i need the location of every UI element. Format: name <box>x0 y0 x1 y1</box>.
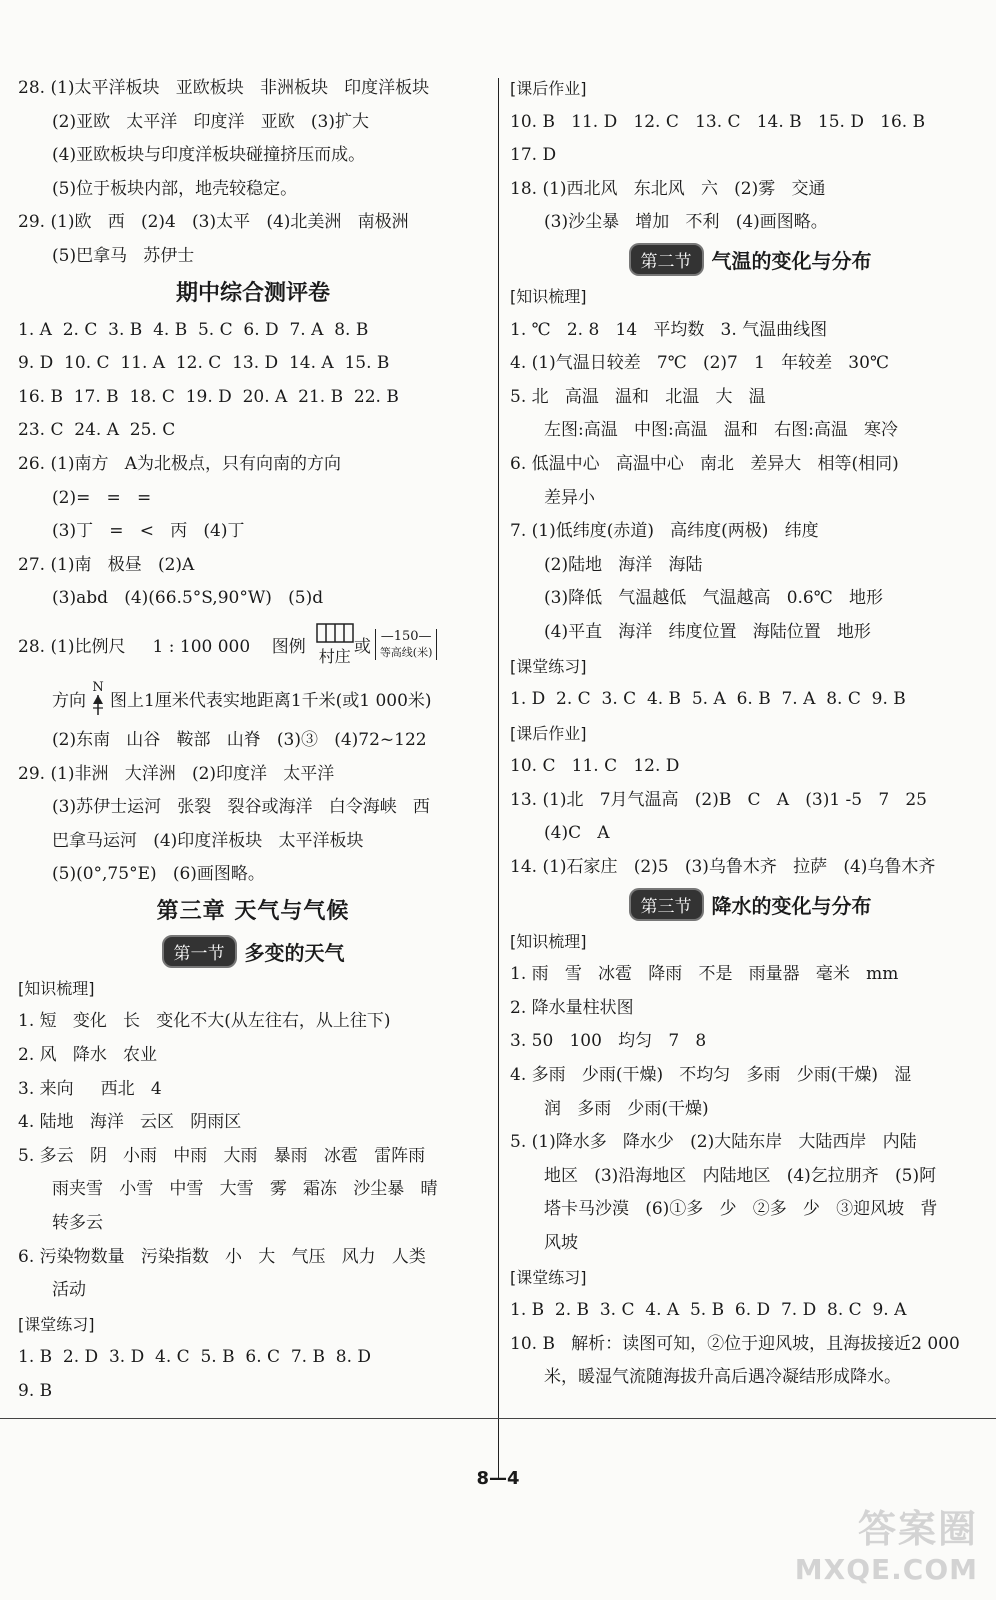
answer-line: (4)亚欧板块与印度洋板块碰撞挤压而成。 <box>52 145 366 166</box>
direction-answer-line <box>18 674 488 724</box>
answer-line: (5)位于板块内部，地壳较稳定。 <box>52 178 298 199</box>
answer-line: 1. D 2. C 3. C 4. B 5. A 6. B 7. A 8. C 9. B <box>510 689 906 710</box>
answer-line: 1. B 2. D 3. D 4. C 5. B 6. C 7. B 8. D <box>18 1347 372 1368</box>
answer-line: 6. 污染物数量 污染指数 小 大 气压 风力 人类 <box>18 1246 426 1267</box>
answer-line: 米，暖湿气流随海拔升高后遇冷凝结形成降水。 <box>544 1367 901 1388</box>
page-number: 8—4 <box>476 1468 520 1489</box>
section-tag: [课后作业] <box>510 723 587 743</box>
answer-line: 4. 多雨 少雨(干燥) 不均匀 多雨 少雨(干燥) 湿 <box>510 1065 912 1086</box>
section-badge: 第二节 <box>629 243 704 276</box>
answer-line: 17. D <box>510 145 557 166</box>
answer-line: 风坡 <box>544 1233 578 1253</box>
watermark-bottom: MXQE.COM <box>794 1553 978 1586</box>
answer-line: 2. 风 降水 农业 <box>18 1045 158 1066</box>
answer-line: 雨夹雪 小雪 中雪 大雪 雾 霜冻 沙尘暴 晴 <box>52 1179 438 1200</box>
answer-line: 10. C 11. C 12. D <box>510 756 680 777</box>
village-symbol-icon <box>316 622 354 644</box>
village-label: 村庄 <box>318 647 351 667</box>
answer-line: 4. 陆地 海洋 云区 阴雨区 <box>18 1112 242 1133</box>
answer-line: (3)沙尘暴 增加 不利 (4)画图略。 <box>544 212 828 233</box>
answer-line: 4. (1)气温日较差 7℃ (2)7 1 年较差 30℃ <box>510 353 889 374</box>
answer-line: 地区 (3)沿海地区 内陆地区 (4)乞拉朋齐 (5)阿 <box>544 1165 937 1186</box>
section-title: 多变的天气 <box>244 941 345 966</box>
answer-line: 14. (1)石家庄 (2)5 (3)乌鲁木齐 拉萨 (4)乌鲁木齐 <box>510 857 936 878</box>
section-tag: [知识梳理] <box>510 286 587 306</box>
column-divider <box>498 78 499 1478</box>
contour-legend <box>375 629 438 660</box>
section-heading <box>510 885 990 925</box>
answer-line: 左图:高温 中图:高温 温和 右图:高温 寒冷 <box>544 420 899 441</box>
answer-line: 1. A 2. C 3. B 4. B 5. C 6. D 7. A 8. B <box>18 319 369 340</box>
answer-line: 28. (1)太平洋板块 亚欧板块 非洲板块 印度洋板块 <box>18 78 430 98</box>
section-tag: [知识梳理] <box>18 978 95 998</box>
answer-line: 10. B 解析：读图可知，②位于迎风坡，且海拔接近2 000 <box>510 1333 960 1354</box>
section-tag: [课后作业] <box>510 79 587 98</box>
answer-line: 润 多雨 少雨(干燥) <box>544 1098 709 1119</box>
answer-line: 3. 50 100 均匀 7 8 <box>510 1031 707 1052</box>
answer-line: 活动 <box>52 1280 86 1301</box>
answer-line: (3)丁 = < 丙 (4)丁 <box>52 521 245 542</box>
answer-line: (5)巴拿马 苏伊士 <box>52 245 195 266</box>
answer-line: 5. 多云 阴 小雨 中雨 大雨 暴雨 冰雹 雷阵雨 <box>18 1145 426 1166</box>
answer-line: (2)东南 山谷 鞍部 山脊 (3)③ (4)72~122 <box>52 729 427 750</box>
answer-line: 13. (1)北 7月气温高 (2)B C A (3)1 -5 7 25 <box>510 789 927 810</box>
answer-line: 1. B 2. B 3. C 4. A 5. B 6. D 7. D 8. C 9. A <box>510 1300 907 1321</box>
answer-line: (3)苏伊士运河 张裂 裂谷或海洋 白令海峡 西 <box>52 797 430 818</box>
section-tag: [课堂练习] <box>510 656 587 676</box>
section-heading <box>510 240 990 280</box>
section-tag: [课堂练习] <box>18 1314 95 1334</box>
section-title: 气温的变化与分布 <box>711 249 872 274</box>
bottom-rule <box>0 1418 996 1419</box>
answer-line: (2)= = = <box>52 487 152 508</box>
answer-line: (4)平直 海洋 纬度位置 海陆位置 地形 <box>544 621 871 642</box>
answer-line: 5. (1)降水多 降水少 (2)大陆东岸 大陆西岸 内陆 <box>510 1132 917 1153</box>
answer-line: (3)降低 气温越低 气温越高 0.6℃ 地形 <box>544 588 883 609</box>
answer-line: (2)亚欧 太平洋 印度洋 亚欧 (3)扩大 <box>52 111 370 132</box>
answer-line: 塔卡马沙漠 (6)①多 少 ②多 少 ③迎风坡 背 <box>544 1199 938 1220</box>
chapter-title: 第三章 天气与气候 <box>156 898 350 924</box>
legend-answer-line <box>18 616 488 674</box>
answer-line: 6. 低温中心 高温中心 南北 差异大 相等(相同) <box>510 453 899 474</box>
answer-line: (2)陆地 海洋 海陆 <box>544 554 703 575</box>
right-column <box>510 72 990 1395</box>
section-badge: 第三节 <box>629 888 704 921</box>
village-legend <box>316 622 354 667</box>
answer-line: 1. 短 变化 长 变化不大(从左往右，从上往下) <box>18 1011 391 1032</box>
section-title: 降水的变化与分布 <box>711 894 872 919</box>
answer-line: 27. (1)南 极昼 (2)A <box>18 554 195 575</box>
section-badge: 第一节 <box>162 935 237 968</box>
midterm-title: 期中综合测评卷 <box>175 280 330 306</box>
answer-line: 16. B 17. B 18. C 19. D 20. A 21. B 22. B <box>18 386 399 407</box>
section-heading <box>18 932 488 972</box>
answer-line: 26. (1)南方 A为北极点，只有向南的方向 <box>18 453 342 474</box>
answer-line: 9. D 10. C 11. A 12. C 13. D 14. A 15. B <box>18 353 390 374</box>
direction-label: 方向 <box>52 691 86 712</box>
contour-label: 等高线(米) <box>379 646 433 660</box>
answer-line: 巴拿马运河 (4)印度洋板块 太平洋板块 <box>52 830 364 851</box>
answer-line: 1. ℃ 2. 8 14 平均数 3. 气温曲线图 <box>510 319 828 340</box>
answer-line: 5. 北 高温 温和 北温 大 温 <box>510 386 766 407</box>
answer-line: 23. C 24. A 25. C <box>18 420 176 441</box>
north-arrow-icon: N <box>92 681 104 716</box>
or-label: 或 <box>353 637 371 658</box>
answer-line: 差异小 <box>544 487 595 508</box>
answer-line: 29. (1)欧 西 (2)4 (3)太平 (4)北美洲 南极洲 <box>18 212 409 233</box>
answer-line: 18. (1)西北风 东北风 六 (2)雾 交通 <box>510 178 826 199</box>
answer-line: (5)(0°,75°E) (6)画图略。 <box>52 864 265 885</box>
answer-line: 10. B 11. D 12. C 13. C 14. B 15. D 16. B <box>510 111 926 132</box>
answer-line: (3)abd (4)(66.5°S,90°W) (5)d <box>52 588 324 609</box>
direction-text: 图上1厘米代表实地距离1千米(或1 000米) <box>110 691 432 712</box>
answer-line: 29. (1)非洲 大洋洲 (2)印度洋 太平洋 <box>18 763 335 784</box>
answer-line: 7. (1)低纬度(赤道) 高纬度(两极) 纬度 <box>510 521 819 542</box>
contour-value: —150— <box>380 629 432 645</box>
watermark-top: 答案圈 <box>857 1507 978 1551</box>
section-tag: [课堂练习] <box>510 1267 587 1287</box>
answer-line: 1. 雨 雪 冰雹 降雨 不是 雨量器 毫米 mm <box>510 964 899 985</box>
watermark-logo <box>795 1498 978 1586</box>
answer-line: 转多云 <box>52 1213 103 1234</box>
answer-line: (4)C A <box>544 823 610 844</box>
answer-line: 2. 降水量柱状图 <box>510 997 634 1018</box>
answer-line: 3. 来向 西北 4 <box>18 1078 162 1099</box>
answer-text: 28. (1)比例尺 1 : 100 000 图例 <box>18 637 306 658</box>
answer-line: 9. B <box>18 1381 53 1401</box>
section-tag: [知识梳理] <box>510 931 587 951</box>
left-column <box>18 72 488 1409</box>
